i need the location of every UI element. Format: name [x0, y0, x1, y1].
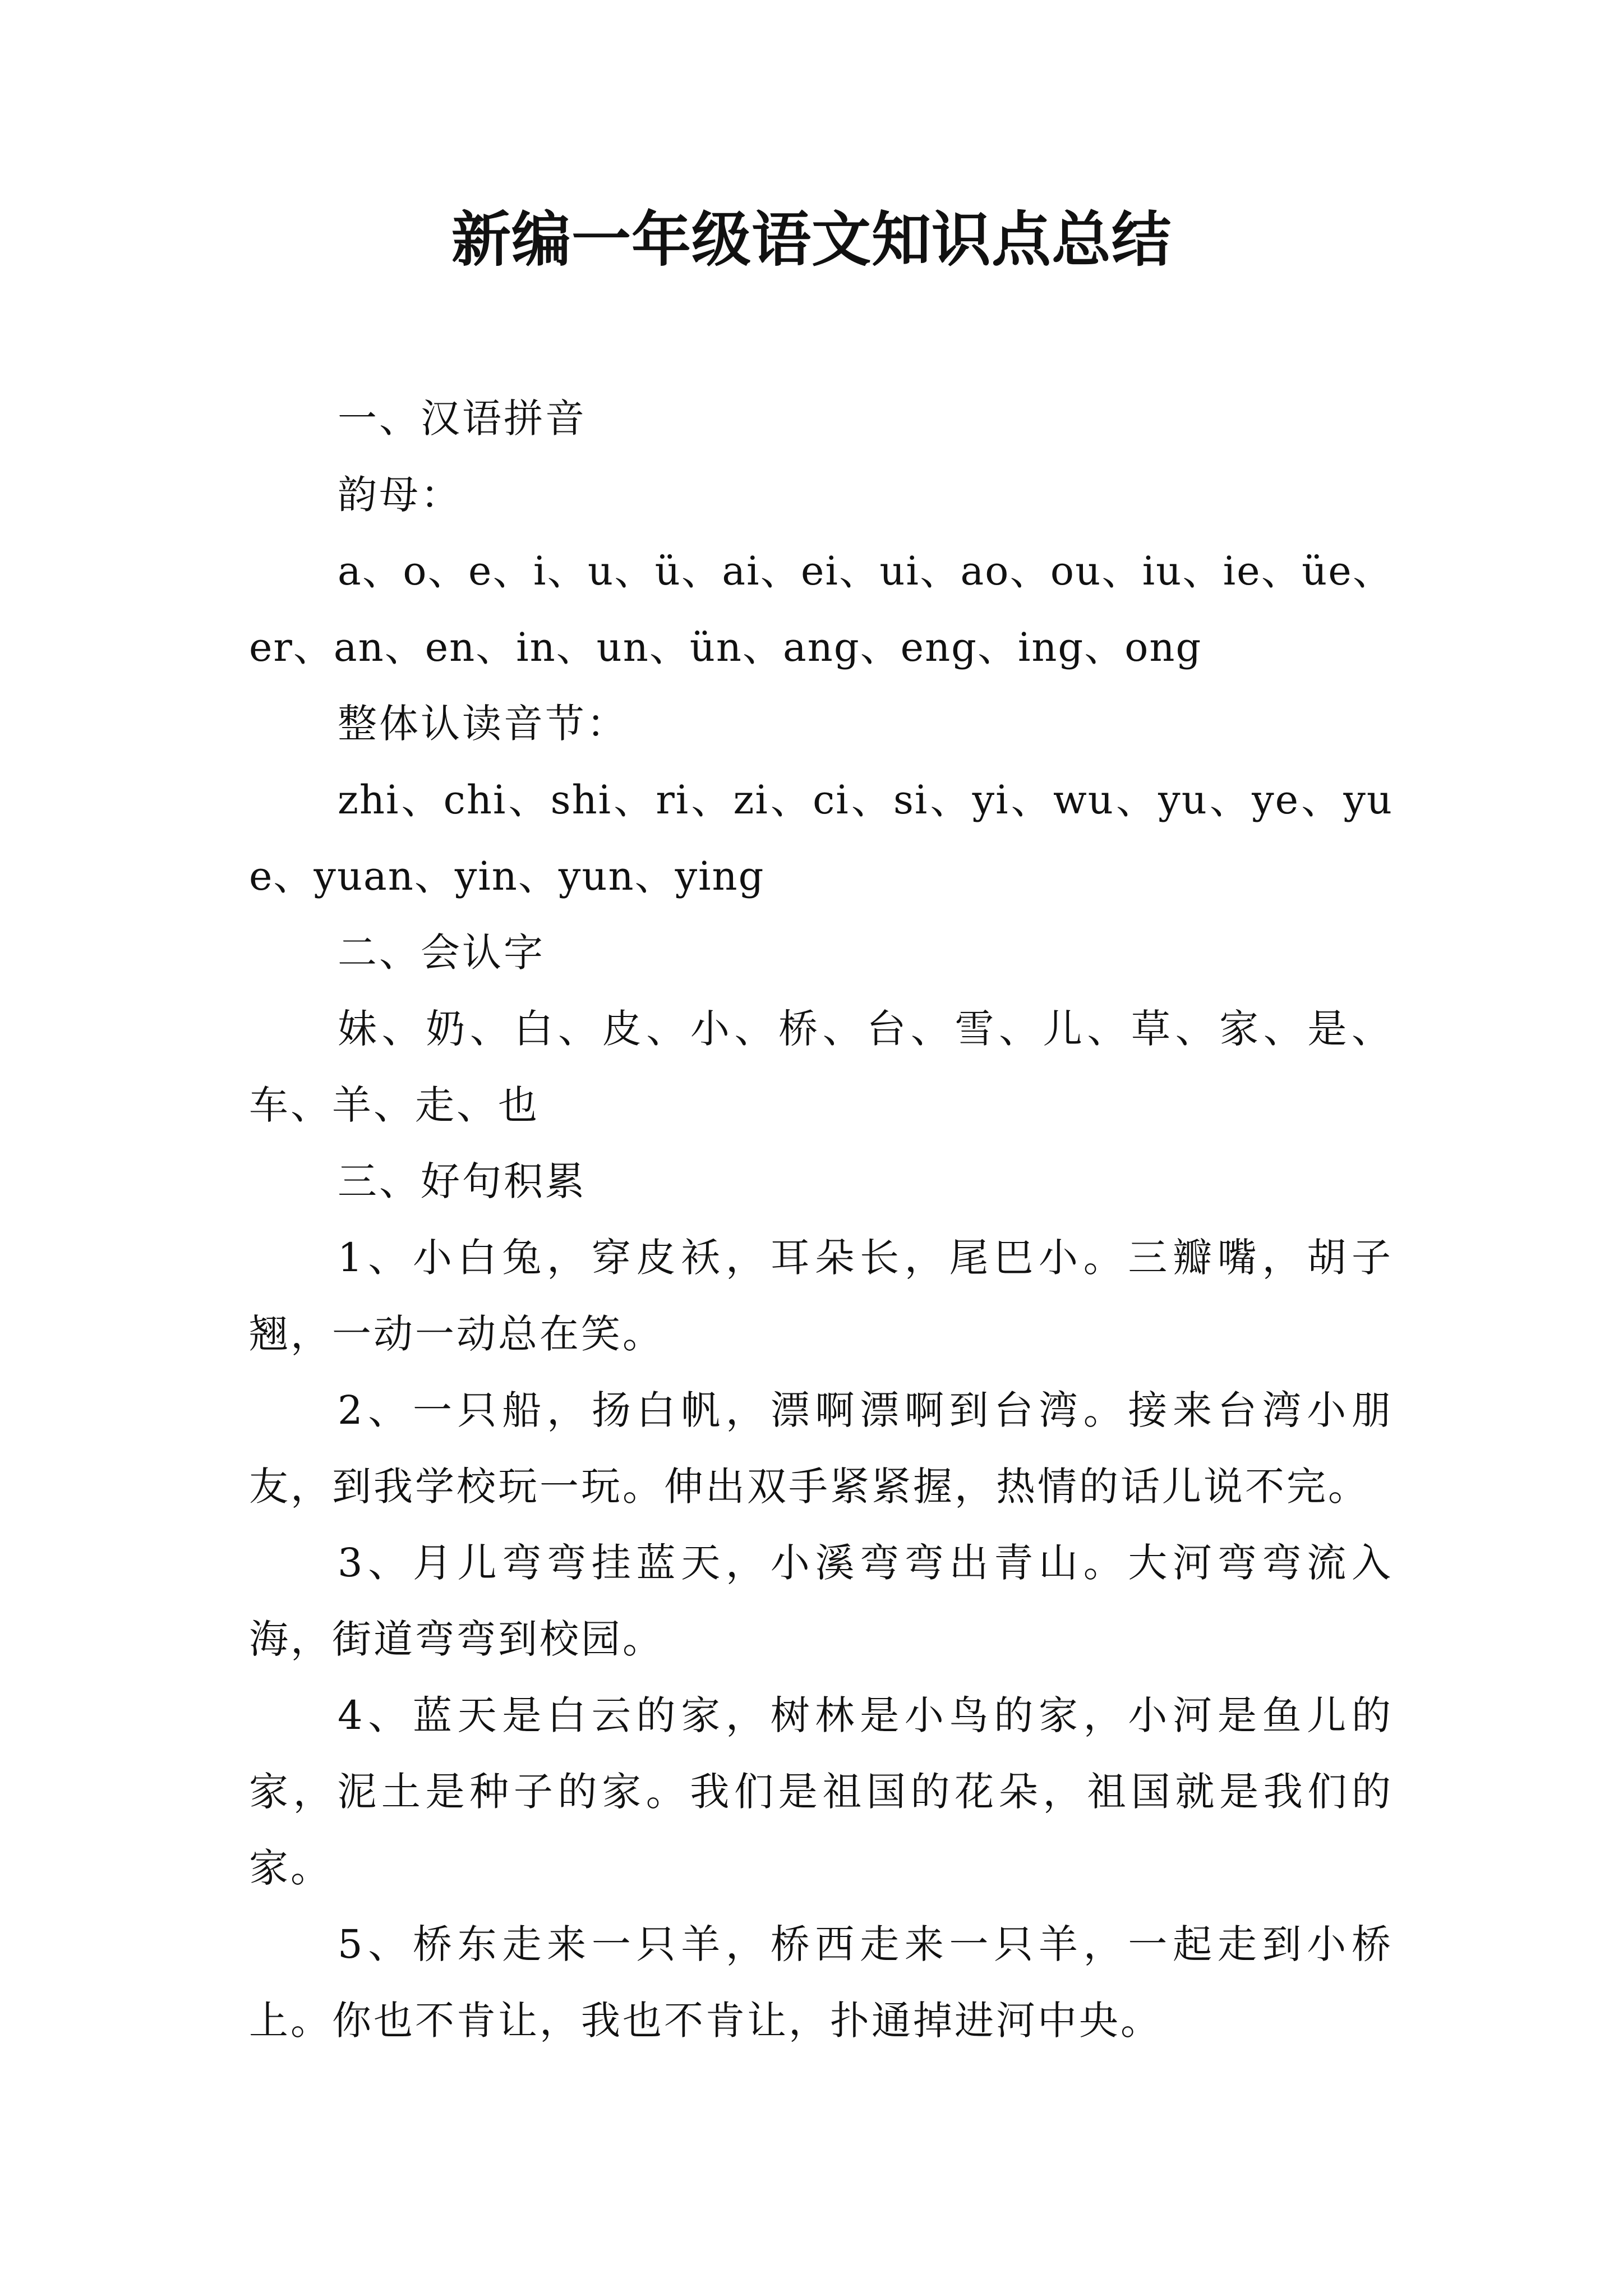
section-heading-sentences: 三、好句积累 [338, 1158, 587, 1204]
document-body [249, 380, 1393, 2059]
sentence-3: 3、月儿弯弯挂蓝天，小溪弯弯出青山。大河弯弯流入海，街道弯弯到校园。 [249, 1540, 1393, 1662]
sentence-2: 2、一只船，扬白帆，漂啊漂啊到台湾。接来台湾小朋友，到我学校玩一玩。伸出双手紧紧握，热情的话儿说不完。 [249, 1387, 1393, 1510]
subheading-finals: 韵母： [338, 472, 462, 518]
sentence-5: 5、桥东走来一只羊，桥西走来一只羊，一起走到小桥上。你也不肯让，我也不肯让，扑通掉进河中央。 [249, 1921, 1393, 2044]
section-heading-pinyin: 一、汉语拼音 [338, 395, 587, 441]
whole-syllables-list: zhi、chi、shi、ri、zi、ci、si、yi、wu、yu、ye、yue、yuan、yin、yun、ying [249, 777, 1393, 899]
subheading-whole-syllables: 整体认读音节： [338, 701, 628, 747]
sentence-1: 1、小白兔，穿皮袄，耳朵长，尾巴小。三瓣嘴，胡子翘，一动一动总在笑。 [249, 1235, 1393, 1357]
characters-list: 妹、奶、白、皮、小、桥、台、雪、儿、草、家、是、车、羊、走、也 [249, 1006, 1393, 1128]
section-heading-characters: 二、会认字 [338, 930, 545, 976]
sentence-4: 4、蓝天是白云的家，树林是小鸟的家，小河是鱼儿的家，泥土是种子的家。我们是祖国的花朵，祖国就是我们的家。 [249, 1692, 1393, 1891]
finals-list: a、o、e、i、u、ü、ai、ei、ui、ao、ou、iu、ie、üe、er、an、en、in、un、ün、ang、eng、ing、ong [249, 548, 1393, 670]
document-title: 新编一年级语文知识点总结 [451, 204, 1172, 274]
